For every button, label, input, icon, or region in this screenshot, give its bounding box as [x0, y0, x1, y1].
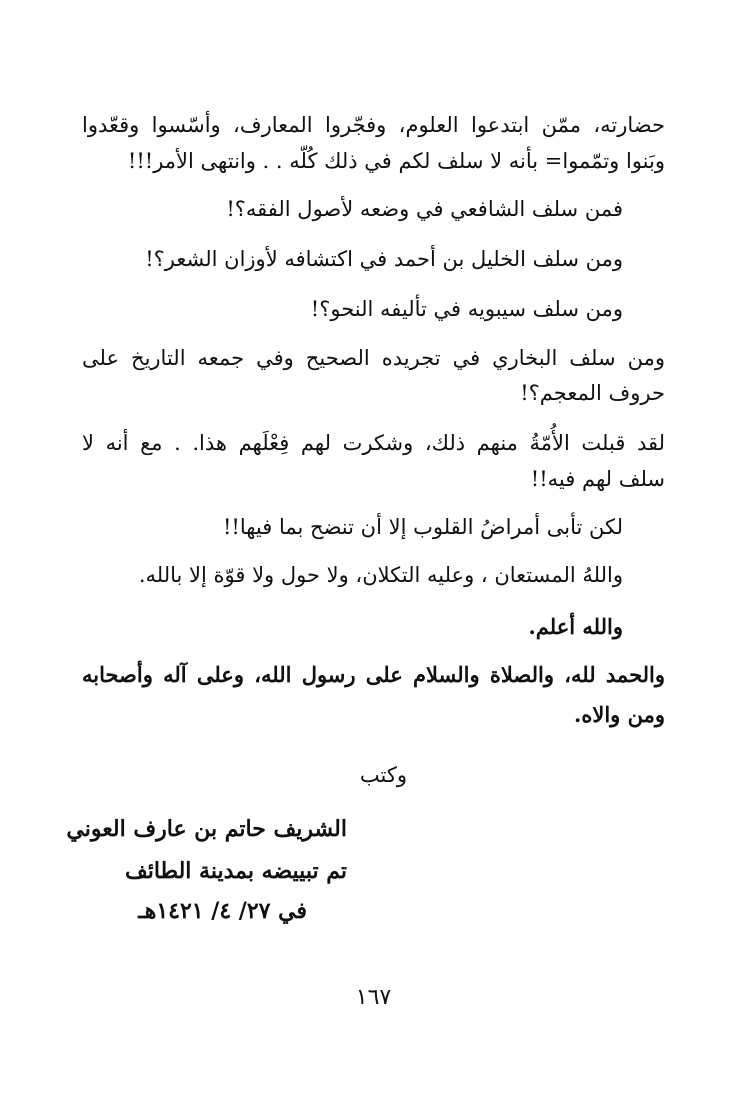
paragraph-6-line-1: والحمد لله، والصلاة والسلام على رسول الله، وعلى آله وأصحابه: [82, 662, 665, 687]
paragraph-2-line-2: سلف لهم فيه!!: [530, 467, 665, 491]
paragraph-6-line-2: ومن والاه.: [574, 702, 665, 727]
paragraph-1-line-1: حضارته، ممّن ابتدعوا العلوم، وفجّروا المعارف، وأسّسوا وقعّدوا: [82, 113, 665, 137]
page-number: ١٦٧: [355, 985, 392, 1010]
signature-author: الشريف حاتم بن عارف العوني: [66, 816, 347, 842]
paragraph-1-line-2: وبَنوا وتمّموا= بأنه لا سلف لكم في ذلك كُلّه . . وانتهى الأمر!!!: [127, 149, 665, 173]
paragraph-5: والله أعلم.: [528, 614, 623, 639]
question-bukhari-line-1: ومن سلف البخاري في تجريده الصحيح وفي جمعه التاريخ على: [82, 346, 665, 370]
signature-wrote: وكتب: [359, 763, 407, 787]
signature-date: في ٢٧/ ٤/ ١٤٢١هـ: [138, 898, 307, 924]
signature-place: تم تبييضه بمدينة الطائف: [124, 858, 347, 884]
paragraph-3: لكن تأبى أمراضُ القلوب إلا أن تنضح بما فيها!!: [222, 515, 623, 539]
question-khalil: ومن سلف الخليل بن أحمد في اكتشافه لأوزان الشعر؟!: [145, 247, 623, 271]
paragraph-2-line-1: لقد قبلت الأُمّةُ منهم ذلك، وشكرت لهم فِعْلَهم هذا. . مع أنه لا: [82, 431, 665, 455]
question-shafii: فمن سلف الشافعي في وضعه لأصول الفقه؟!: [226, 197, 623, 221]
question-bukhari-line-2: حروف المعجم؟!: [520, 381, 665, 405]
paragraph-4: واللهُ المستعان ، وعليه التكلان، ولا حول ولا قوّة إلا بالله.: [138, 563, 623, 587]
question-sibawayh: ومن سلف سيبويه في تأليفه النحو؟!: [310, 297, 623, 321]
